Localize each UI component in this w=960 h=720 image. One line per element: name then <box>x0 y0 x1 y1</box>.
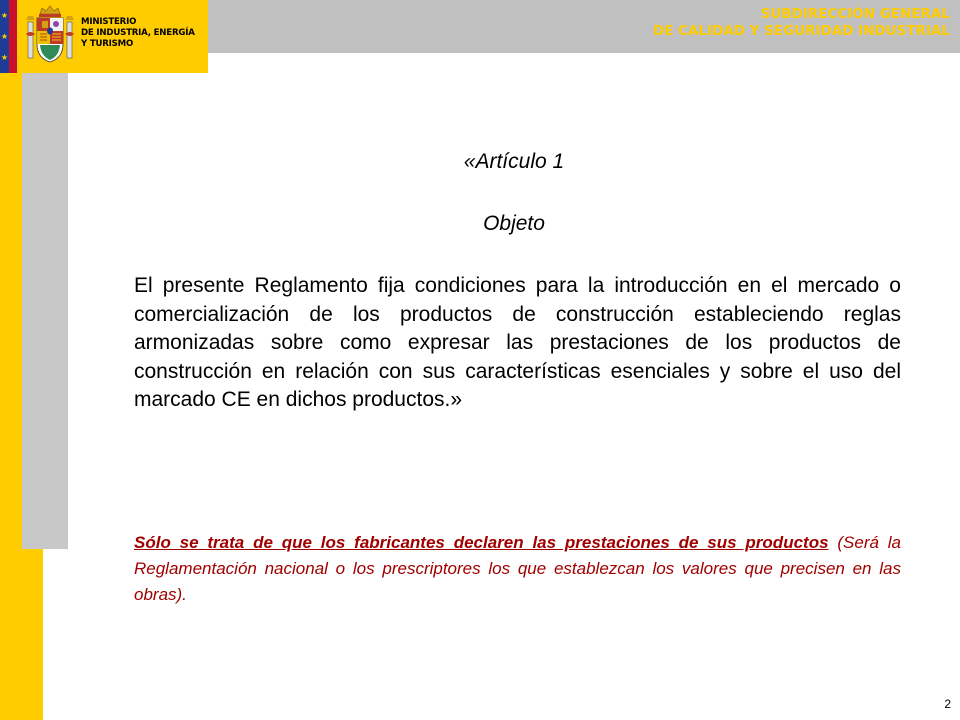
note-rest: (Será la Reglamentación nacional o los prescriptores los que establezcan los valores que precisen en las obras). <box>134 533 901 604</box>
flag-stripe <box>0 0 20 73</box>
header-bar <box>208 0 960 53</box>
coat-of-arms-icon <box>24 4 76 68</box>
side-gray-bar <box>22 73 68 549</box>
article-title: «Artículo 1 <box>463 150 565 173</box>
ministry-logo <box>0 0 208 73</box>
page-number: 2 <box>944 697 951 711</box>
star-icon: ★ <box>0 11 9 20</box>
article-body: El presente Reglamento fija condiciones para la introducción en el mercado o comercialización de los productos de construcción estableciendo reglas armonizadas sobre como expresar las prestaciones de los productos de construcción en relación con sus características esenciales y sobre el uso del marcado CE en dichos productos.» <box>134 274 901 411</box>
subdirection-title: SUBDIRECCIÓN GENERAL DE CALIDAD Y SEGURIDAD INDUSTRIAL <box>653 6 950 39</box>
ministry-name: MINISTERIO DE INDUSTRIA, ENERGÍA Y TURISMO <box>81 17 195 49</box>
article-subtitle: Objeto <box>483 212 545 235</box>
star-icon: ★ <box>0 53 9 62</box>
star-icon: ★ <box>0 32 9 41</box>
note-emphasis: Sólo se trata de que los fabricantes declaren las prestaciones de sus productos <box>134 533 829 552</box>
clarification-note <box>134 530 901 608</box>
